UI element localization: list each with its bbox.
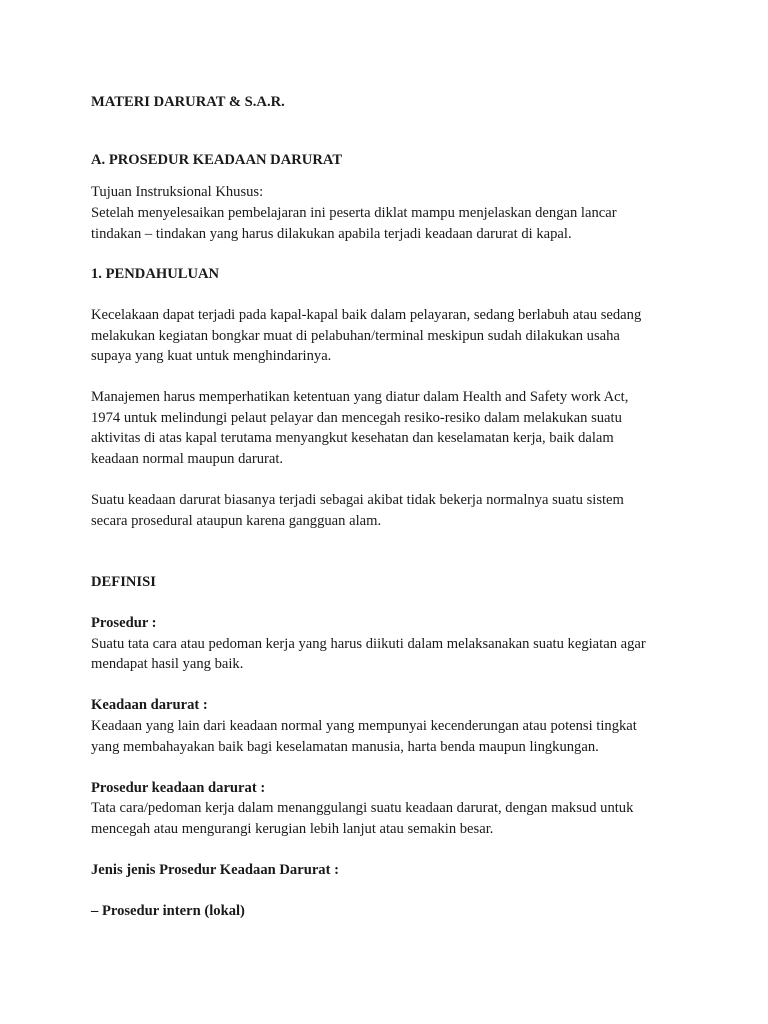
- tik-line: tindakan – tindakan yang harus dilakukan apabila terjadi keadaan darurat di kapal.: [91, 226, 572, 242]
- paragraph-2-line: Manajemen harus memperhatikan ketentuan yang diatur dalam Health and Safety work Act,: [91, 389, 629, 405]
- pendahuluan-heading: 1. PENDAHULUAN: [91, 266, 220, 282]
- definition-term-prosedur: Prosedur :: [91, 615, 157, 631]
- document-title: MATERI DARURAT & S.A.R.: [91, 94, 285, 110]
- definition-term-prosedur-keadaan-darurat: Prosedur keadaan darurat :: [91, 780, 266, 796]
- definition-text-line: Keadaan yang lain dari keadaan normal yang mempunyai kecenderungan atau potensi tingkat: [91, 718, 637, 734]
- paragraph-3-line: secara prosedural ataupun karena gangguan alam.: [91, 513, 382, 529]
- jenis-heading: Jenis jenis Prosedur Keadaan Darurat :: [91, 862, 339, 878]
- paragraph-2-line: 1974 untuk melindungi pelaut pelayar dan mencegah resiko-resiko dalam melakukan suatu: [91, 410, 622, 426]
- paragraph-1-line: Kecelakaan dapat terjadi pada kapal-kapal baik dalam pelayaran, sedang berlabuh atau sedang: [91, 307, 642, 323]
- definition-text-line: Suatu tata cara atau pedoman kerja yang harus diikuti dalam melaksanakan suatu kegiatan agar: [91, 636, 646, 652]
- definition-text-line: Tata cara/pedoman kerja dalam menanggulangi suatu keadaan darurat, dengan maksud untuk: [91, 800, 634, 816]
- definition-term-keadaan-darurat: Keadaan darurat :: [91, 697, 208, 713]
- paragraph-3-line: Suatu keadaan darurat biasanya terjadi sebagai akibat tidak bekerja normalnya suatu sistem: [91, 492, 624, 508]
- paragraph-2-line: aktivitas di atas kapal terutama menyangkut kesehatan dan keselamatan kerja, baik dalam: [91, 430, 614, 446]
- definisi-heading: DEFINISI: [91, 574, 156, 590]
- definition-text-line: mencegah atau mengurangi kerugian lebih lanjut atau semakin besar.: [91, 821, 494, 837]
- definition-text-line: mendapat hasil yang baik.: [91, 656, 244, 672]
- definition-text-line: yang membahayakan baik bagi keselamatan manusia, harta benda maupun lingkungan.: [91, 739, 599, 755]
- tik-label: Tujuan Instruksional Khusus:: [91, 184, 264, 200]
- section-a-heading: A. PROSEDUR KEADAAN DARURAT: [91, 152, 343, 168]
- paragraph-2-line: keadaan normal maupun darurat.: [91, 451, 284, 467]
- paragraph-1-line: melakukan kegiatan bongkar muat di pelabuhan/terminal meskipun sudah dilakukan usaha: [91, 328, 620, 344]
- tik-line: Setelah menyelesaikan pembelajaran ini peserta diklat mampu menjelaskan dengan lancar: [91, 205, 617, 221]
- paragraph-1-line: supaya yang kuat untuk menghindarinya.: [91, 348, 332, 364]
- jenis-list-item: – Prosedur intern (lokal): [91, 903, 245, 919]
